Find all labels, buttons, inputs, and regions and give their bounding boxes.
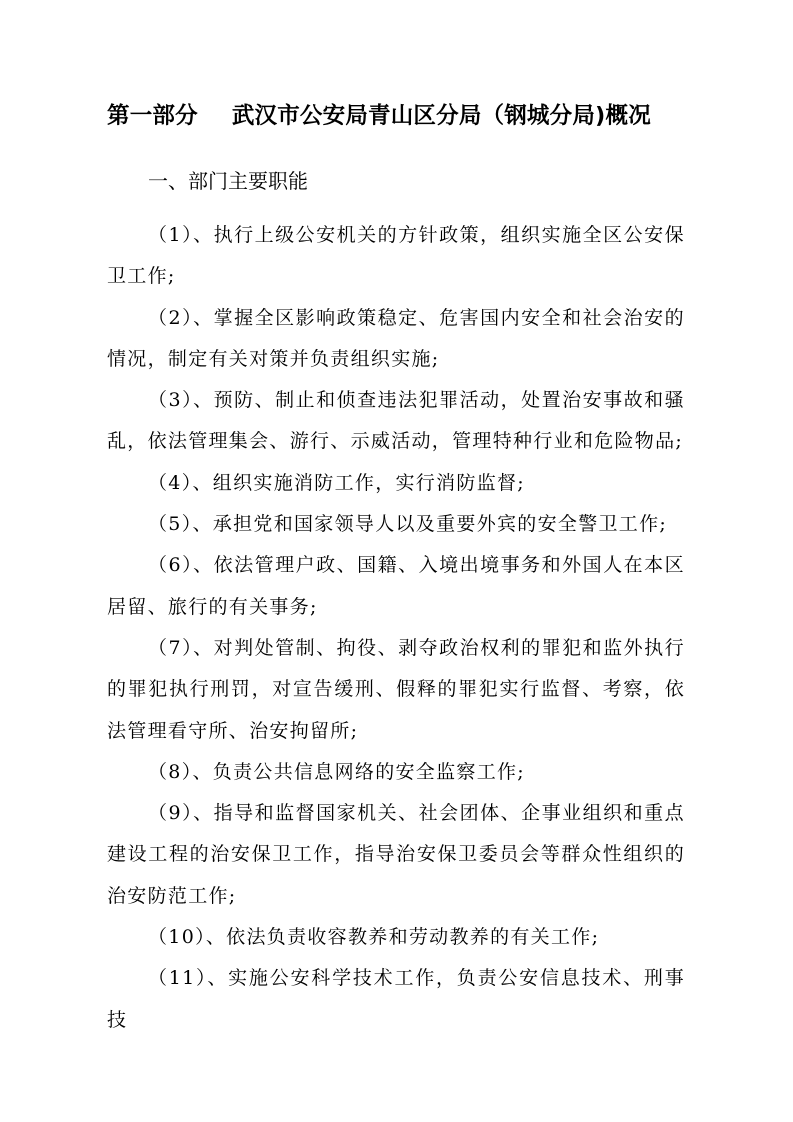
section-heading: 一、部门主要职能 xyxy=(148,169,308,193)
function-paragraph: （10）、依法负责收容教养和劳动教养的有关工作; xyxy=(148,926,600,949)
function-paragraph: （3）、预防、制止和侦查违法犯罪活动，处置治安事故和骚乱，依法管理集会、游行、示威活动，管理特种行业和危险物品; xyxy=(107,389,685,453)
function-paragraph: （1）、执行上级公安机关的方针政策，组织实施全区公安保卫工作; xyxy=(107,224,685,288)
function-paragraph: （9）、指导和监督国家机关、社会团体、企事业组织和重点建设工程的治安保卫工作，指导治安保卫委员会等群众性组织的治安防范工作; xyxy=(107,802,685,907)
function-paragraph: （4）、组织实施消防工作，实行消防监督; xyxy=(148,471,525,494)
page-title xyxy=(107,98,707,134)
function-paragraph: （7）、对判处管制、拘役、剥夺政治权利的罪犯和监外执行的罪犯执行刑罚，对宣告缓刑、假释的罪犯实行监督、考察，依法管理看守所、治安拘留所; xyxy=(107,636,685,742)
title-main-text: 武汉市公安局青山区分局（钢城分局)概况 xyxy=(231,103,651,129)
function-paragraph: （8）、负责公共信息网络的安全监察工作; xyxy=(148,760,525,783)
title-part-label: 第一部分 xyxy=(107,103,198,129)
function-paragraph: （11）、实施公安科学技术工作，负责公安信息技术、刑事技 xyxy=(107,967,685,1031)
function-paragraph: （6）、依法管理户政、国籍、入境出境事务和外国人在本区居留、旅行的有关事务; xyxy=(107,554,685,618)
function-paragraph: （2）、掌握全区影响政策稳定、危害国内安全和社会治安的情况，制定有关对策并负责组织实施; xyxy=(107,306,685,370)
body-text xyxy=(107,215,685,1041)
function-paragraph: （5）、承担党和国家领导人以及重要外宾的安全警卫工作; xyxy=(148,513,668,536)
